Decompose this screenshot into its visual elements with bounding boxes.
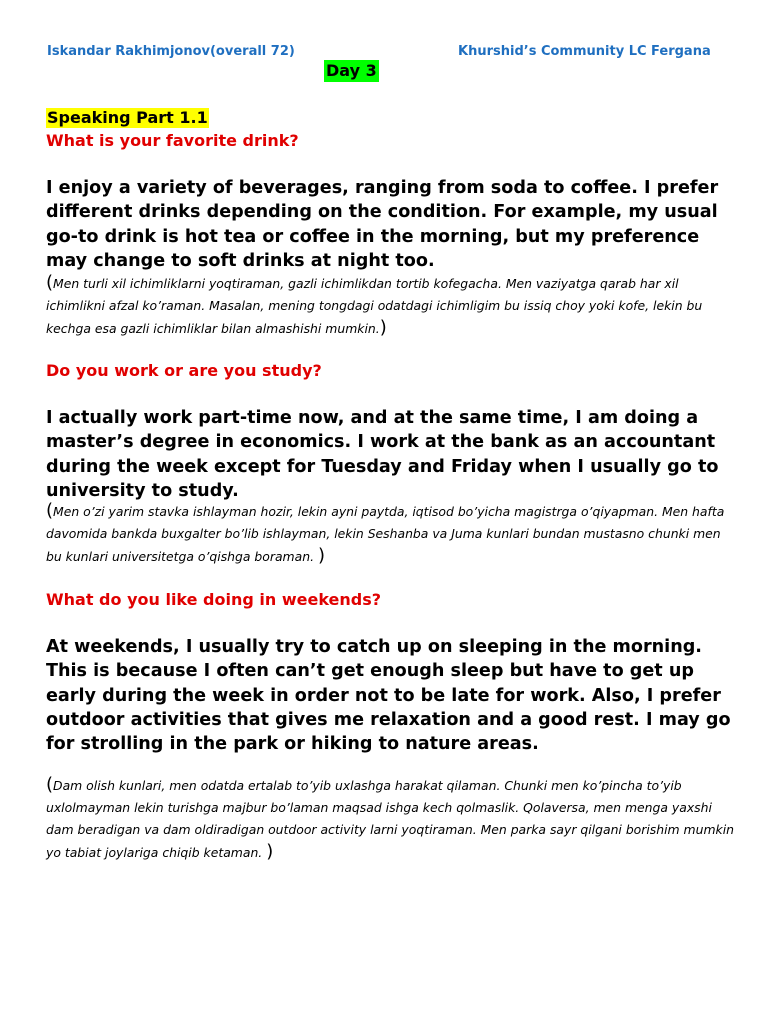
close-paren: ) xyxy=(266,841,274,862)
question-3: What do you like doing in weekends? xyxy=(46,590,382,609)
answer-3: At weekends, I usually try to catch up on sleeping in the morning. This is because I often can’t get enough sleep but have to get up early during the week in order not to be late for work. Also, I prefer outdoor activities that gives me relaxation and a good rest. I may go for strolling in the park or hiking to nature areas. xyxy=(46,637,731,755)
translation-2 xyxy=(46,500,736,568)
open-paren: ( xyxy=(46,272,54,293)
question-1: What is your favorite drink? xyxy=(46,131,299,150)
open-paren: ( xyxy=(46,774,54,795)
community-header: Khurshid’s Community LC Fergana xyxy=(458,44,711,59)
author-header: Iskandar Rakhimjonov(overall 72) xyxy=(47,44,295,59)
translation-3 xyxy=(46,774,736,864)
question-2: Do you work or are you study? xyxy=(46,361,322,380)
section-title: Speaking Part 1.1 xyxy=(47,108,208,127)
day-label: Day 3 xyxy=(326,61,377,80)
translation-3-text: Dam olish kunlari, men odatda ertalab to’yib uxlashga harakat qilaman. Chunki men ko’pincha to’yib uxlolmayman lekin turishga majbur bo’laman maqsad ishga kech qolmaslik. Qolaversa, men menga yaxshi dam beradigan va dam oldiradigan outdoor activity larni yoqtiraman. Men parka sayr qilgani borishim mumkin yo tabiat joylariga chiqib ketaman. xyxy=(46,778,735,860)
translation-1-text: Men turli xil ichimliklarni yoqtiraman, gazli ichimlikdan tortib kofegacha. Men vaziyatga qarab har xil ichimlikni afzal ko’raman. Masalan, mening tongdagi odatdagi ichimligim bu issiq choy yoki kofe, lekin bu kechga esa gazli ichimliklar bilan almashishi mumkin. xyxy=(46,276,703,336)
translation-2-text: Men o’zi yarim stavka ishlayman hozir, lekin ayni paytda, iqtisod bo’yicha magistrga o’qiyapman. Men hafta davomida bankda buxgalter bo’lib ishlayman, lekin Seshanba va Juma kunlari bundan mustasno chunki men bu kunlari universitetga o’qishga boraman. xyxy=(46,504,725,564)
answer-1: I enjoy a variety of beverages, ranging from soda to coffee. I prefer different drinks depending on the condition. For example, my usual go-to drink is hot tea or coffee in the morning, but my preference may change to soft drinks at night too. xyxy=(46,178,719,271)
answer-2: I actually work part-time now, and at the same time, I am doing a master’s degree in economics. I work at the bank as an accountant during the week except for Tuesday and Friday when I usually go to university to study. xyxy=(46,408,719,501)
open-paren: ( xyxy=(46,500,54,521)
translation-1 xyxy=(46,272,736,340)
close-paren: ) xyxy=(379,317,387,338)
close-paren: ) xyxy=(317,545,325,566)
